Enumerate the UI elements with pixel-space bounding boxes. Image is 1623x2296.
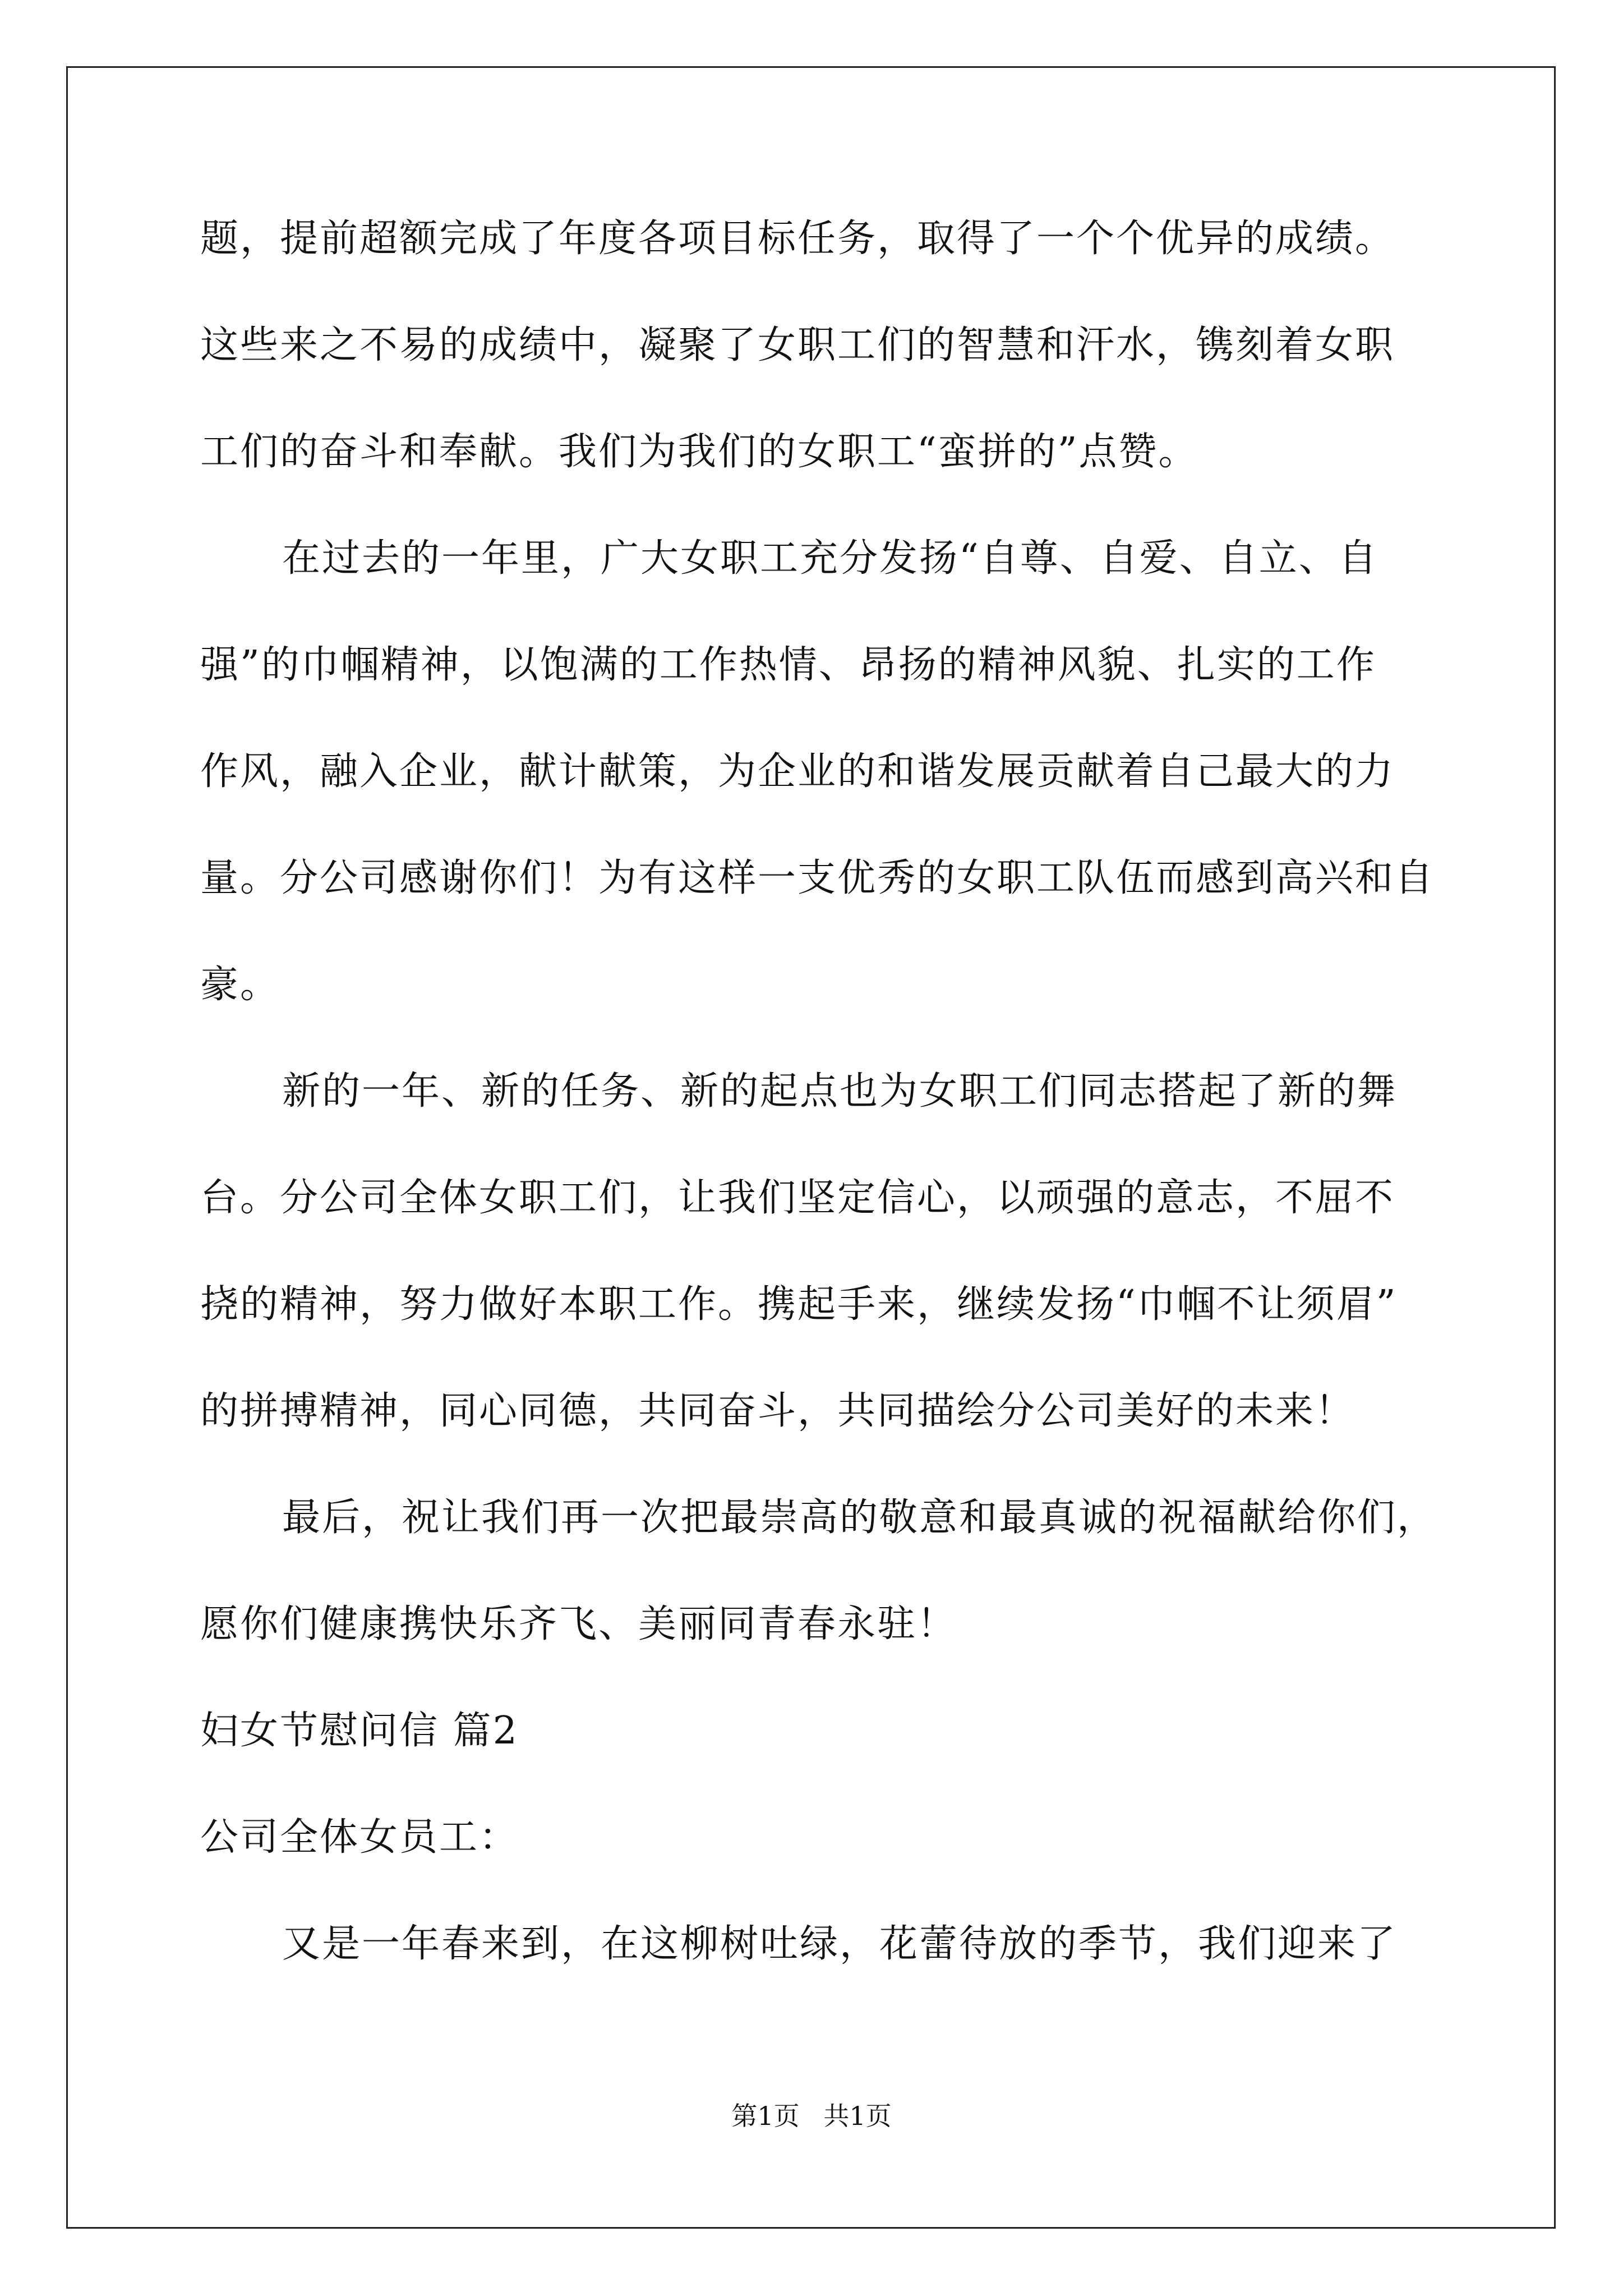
paragraph [200, 1491, 1437, 1651]
text-line: 量。分公司感谢你们！为有这样一支优秀的女职工队伍而感到高兴和自 [200, 856, 1435, 900]
text-line: 愿你们健康携快乐齐飞、美丽同青春永驻！ [200, 1602, 957, 1646]
text-line: 这些来之不易的成绩中，凝聚了女职工们的智慧和汗水，镌刻着女职 [200, 323, 1395, 367]
text-line: 的拼搏精神，同心同德，共同奋斗，共同描绘分公司美好的未来！ [200, 1389, 1355, 1433]
text-line: 台。分公司全体女职工们，让我们坚定信心，以顽强的意志，不屈不 [200, 1176, 1395, 1220]
text-line: 豪。 [200, 963, 280, 1007]
document-body [200, 212, 1437, 2024]
page-number: 第1页 [731, 2101, 800, 2131]
paragraph [200, 532, 1435, 1012]
text-line: 最后，祝让我们再一次把最崇高的敬意和最真诚的祝福献给你们， [282, 1496, 1437, 1540]
text-line: 题，提前超额完成了年度各项目标任务，取得了一个个优异的成绩。 [200, 217, 1395, 261]
page-footer [0, 2099, 1623, 2133]
page-total: 共1页 [823, 2101, 892, 2131]
text-line: 作风，融入企业，献计献策，为企业的和谐发展贡献着自己最大的力 [200, 749, 1395, 794]
text-line: 又是一年春来到，在这柳树吐绿，花蕾待放的季节，我们迎来了 [282, 1922, 1398, 1966]
paragraph [200, 212, 1423, 479]
text-line: 在过去的一年里，广大女职工充分发扬“自尊、自爱、自立、自 [282, 536, 1378, 581]
text-line: 挠的精神，努力做好本职工作。携起手来，继续发扬“巾帼不让须眉” [200, 1282, 1398, 1327]
text-line: 新的一年、新的任务、新的起点也为女职工们同志搭起了新的舞 [282, 1069, 1398, 1114]
paragraph [200, 1065, 1423, 1438]
text-line: 强”的巾帼精神，以饱满的工作热情、昂扬的精神风貌、扎实的工作 [200, 643, 1376, 687]
salutation: 公司全体女员工： [200, 1815, 519, 1860]
section-title: 妇女节慰问信 篇2 [200, 1709, 519, 1753]
text-line: 工们的奋斗和奉献。我们为我们的女职工“蛮拼的”点赞。 [200, 430, 1198, 474]
